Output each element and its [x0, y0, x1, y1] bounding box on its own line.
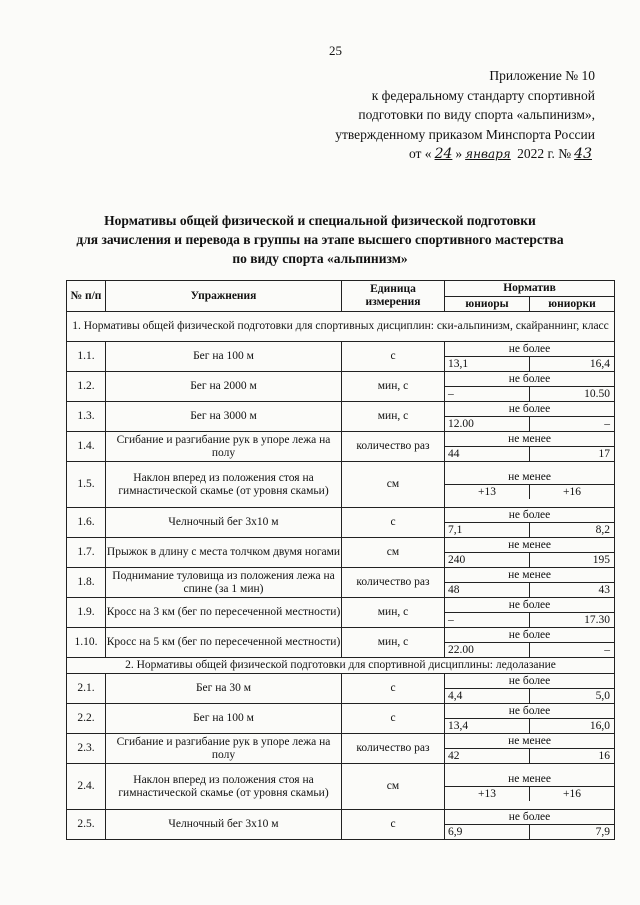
- table-row: [67, 402, 615, 432]
- norm-juniors: 13,4: [445, 719, 530, 733]
- unit: мин, с: [342, 598, 445, 628]
- section-2-heading: 2. Нормативы общей физической подготовки для спортивной дисциплины: ледолазание: [67, 658, 615, 674]
- norm-cell: [445, 674, 615, 704]
- norm-juniors: 240: [445, 553, 530, 567]
- unit: с: [342, 342, 445, 372]
- row-number: 2.1.: [67, 674, 106, 704]
- row-number: 1.2.: [67, 372, 106, 402]
- norm-condition: не менее: [445, 539, 614, 553]
- handwritten-order-number: 43: [574, 146, 592, 162]
- norm-junior-girls: 7,9: [595, 825, 611, 838]
- norm-condition: не менее: [445, 569, 614, 583]
- table-row: [67, 462, 615, 508]
- title-line-3: по виду спорта «альпинизм»: [232, 251, 408, 266]
- exercise-name: Бег на 2000 м: [106, 372, 342, 402]
- exercise-name: Прыжок в длину с места толчком двумя ногами: [106, 538, 342, 568]
- norm-juniors: 22.00: [445, 643, 530, 657]
- header-unit: Единица измерения: [342, 281, 445, 312]
- header-num: № п/п: [67, 281, 106, 312]
- unit: количество раз: [342, 734, 445, 764]
- norm-cell: [445, 628, 615, 658]
- row-number: 1.8.: [67, 568, 106, 598]
- unit: мин, с: [342, 402, 445, 432]
- norm-juniors: 7,1: [445, 523, 530, 537]
- norm-juniors: –: [445, 613, 530, 627]
- date-year: 2022 г. №: [517, 146, 572, 161]
- unit: см: [342, 764, 445, 810]
- unit: с: [342, 674, 445, 704]
- row-number: 1.10.: [67, 628, 106, 658]
- norm-juniors: 6,9: [445, 825, 530, 839]
- unit: количество раз: [342, 568, 445, 598]
- appendix-line-3: подготовки по виду спорта «альпинизм»,: [358, 107, 595, 122]
- norm-condition: не более: [445, 675, 614, 689]
- table-row: [67, 568, 615, 598]
- table-row: [67, 704, 615, 734]
- exercise-name: Кросс на 3 км (бег по пересеченной местности): [106, 598, 342, 628]
- norm-condition: не более: [445, 343, 614, 357]
- norm-juniors: –: [445, 387, 530, 401]
- norm-condition: не менее: [445, 471, 614, 485]
- norm-juniors: 48: [445, 583, 530, 597]
- norm-juniors: 42: [445, 749, 530, 763]
- appendix-line-2: к федеральному стандарту спортивной: [371, 87, 595, 103]
- norms-table-body: [67, 312, 615, 840]
- unit: с: [342, 508, 445, 538]
- exercise-name: Бег на 30 м: [106, 674, 342, 704]
- table-row: [67, 734, 615, 764]
- norm-cell: [445, 538, 615, 568]
- row-number: 1.6.: [67, 508, 106, 538]
- header-junior-girls: юниорки: [530, 297, 615, 312]
- norm-cell: [445, 568, 615, 598]
- norm-junior-girls: 5,0: [595, 689, 611, 702]
- appendix-title: Приложение № 10: [489, 68, 595, 83]
- unit: количество раз: [342, 432, 445, 462]
- title-line-1: Нормативы общей физической и специальной физической подготовки: [104, 213, 536, 228]
- norm-cell: [445, 734, 615, 764]
- row-number: 1.3.: [67, 402, 106, 432]
- unit: с: [342, 704, 445, 734]
- norm-junior-girls: 16,4: [589, 357, 611, 370]
- row-number: 1.1.: [67, 342, 106, 372]
- date-prefix: от «: [408, 146, 432, 161]
- unit: см: [342, 538, 445, 568]
- norm-condition: не менее: [445, 735, 614, 749]
- exercise-name: Бег на 3000 м: [106, 402, 342, 432]
- appendix-date-line: [335, 144, 595, 165]
- norm-condition: не менее: [445, 773, 614, 787]
- handwritten-month: января: [465, 147, 511, 161]
- norm-junior-girls: 16: [598, 749, 611, 762]
- row-number: 2.4.: [67, 764, 106, 810]
- table-row: [67, 628, 615, 658]
- appendix-line-4: утвержденному приказом Минспорта России: [335, 126, 595, 142]
- norm-cell: [445, 508, 615, 538]
- table-row: [67, 810, 615, 840]
- document-title: [0, 211, 640, 268]
- norm-cell: [445, 598, 615, 628]
- row-number: 1.4.: [67, 432, 106, 462]
- exercise-name: Бег на 100 м: [106, 704, 342, 734]
- row-number: 1.9.: [67, 598, 106, 628]
- norm-cell: [445, 764, 615, 810]
- norm-juniors: 44: [445, 447, 530, 461]
- table-row: [67, 674, 615, 704]
- norms-table: [66, 280, 615, 840]
- norm-junior-girls: –: [604, 643, 611, 656]
- exercise-name: Сгибание и разгибание рук в упоре лежа на полу: [106, 432, 342, 462]
- norm-junior-girls: 10.50: [584, 387, 611, 400]
- norm-juniors: 12.00: [445, 417, 530, 431]
- norm-junior-girls: 16,0: [589, 719, 611, 732]
- norm-juniors: +13: [445, 485, 530, 499]
- norm-cell: [445, 810, 615, 840]
- table-row: [67, 372, 615, 402]
- page-number: 25: [329, 43, 342, 58]
- norm-junior-girls: +16: [563, 787, 582, 800]
- exercise-name: Наклон вперед из положения стоя на гимнастической скамье (от уровня скамьи): [106, 764, 342, 810]
- unit: с: [342, 810, 445, 840]
- norm-junior-girls: 195: [592, 553, 611, 566]
- exercise-name: Наклон вперед из положения стоя на гимнастической скамье (от уровня скамьи): [106, 462, 342, 508]
- table-row: [67, 342, 615, 372]
- norm-condition: не более: [445, 373, 614, 387]
- row-number: 1.7.: [67, 538, 106, 568]
- norm-juniors: +13: [445, 787, 530, 801]
- norm-condition: не более: [445, 403, 614, 417]
- norm-junior-girls: 8,2: [595, 523, 611, 536]
- norm-condition: не более: [445, 629, 614, 643]
- date-mid: »: [455, 146, 463, 161]
- norm-juniors: 4,4: [445, 689, 530, 703]
- header-juniors: юниоры: [445, 297, 530, 312]
- norm-condition: не более: [445, 599, 614, 613]
- row-number: 1.5.: [67, 462, 106, 508]
- header-norm: Норматив: [445, 281, 615, 297]
- norm-junior-girls: +16: [563, 485, 582, 498]
- unit: мин, с: [342, 372, 445, 402]
- row-number: 2.5.: [67, 810, 106, 840]
- norm-condition: не более: [445, 811, 614, 825]
- norm-condition: не менее: [445, 433, 614, 447]
- table-row: [67, 538, 615, 568]
- norm-cell: [445, 342, 615, 372]
- norm-cell: [445, 704, 615, 734]
- norm-cell: [445, 372, 615, 402]
- norm-cell: [445, 432, 615, 462]
- title-line-2: для зачисления и перевода в группы на этапе высшего спортивного мастерства: [76, 232, 564, 247]
- handwritten-day: 24: [434, 146, 453, 162]
- appendix-block: [335, 66, 595, 165]
- table-row: [67, 508, 615, 538]
- row-number: 2.2.: [67, 704, 106, 734]
- table-row: [67, 764, 615, 810]
- norm-junior-girls: 43: [598, 583, 611, 596]
- row-number: 2.3.: [67, 734, 106, 764]
- unit: мин, с: [342, 628, 445, 658]
- table-row: [67, 598, 615, 628]
- exercise-name: Сгибание и разгибание рук в упоре лежа на полу: [106, 734, 342, 764]
- norm-cell: [445, 402, 615, 432]
- exercise-name: Челночный бег 3х10 м: [106, 810, 342, 840]
- exercise-name: Поднимание туловища из положения лежа на спине (за 1 мин): [106, 568, 342, 598]
- norm-juniors: 13,1: [445, 357, 530, 371]
- header-exercise: Упражнения: [106, 281, 342, 312]
- unit: см: [342, 462, 445, 508]
- exercise-name: Бег на 100 м: [106, 342, 342, 372]
- exercise-name: Кросс на 5 км (бег по пересеченной местности): [106, 628, 342, 658]
- norm-cell: [445, 462, 615, 508]
- norm-junior-girls: 17: [598, 447, 611, 460]
- norm-junior-girls: –: [604, 417, 611, 430]
- table-row: [67, 432, 615, 462]
- section-1-heading: 1. Нормативы общей физической подготовки для спортивных дисциплин: ски-альпинизм, скайраннинг, класс: [67, 312, 615, 342]
- norm-junior-girls: 17.30: [584, 613, 611, 626]
- norm-condition: не более: [445, 705, 614, 719]
- exercise-name: Челночный бег 3х10 м: [106, 508, 342, 538]
- norm-condition: не более: [445, 509, 614, 523]
